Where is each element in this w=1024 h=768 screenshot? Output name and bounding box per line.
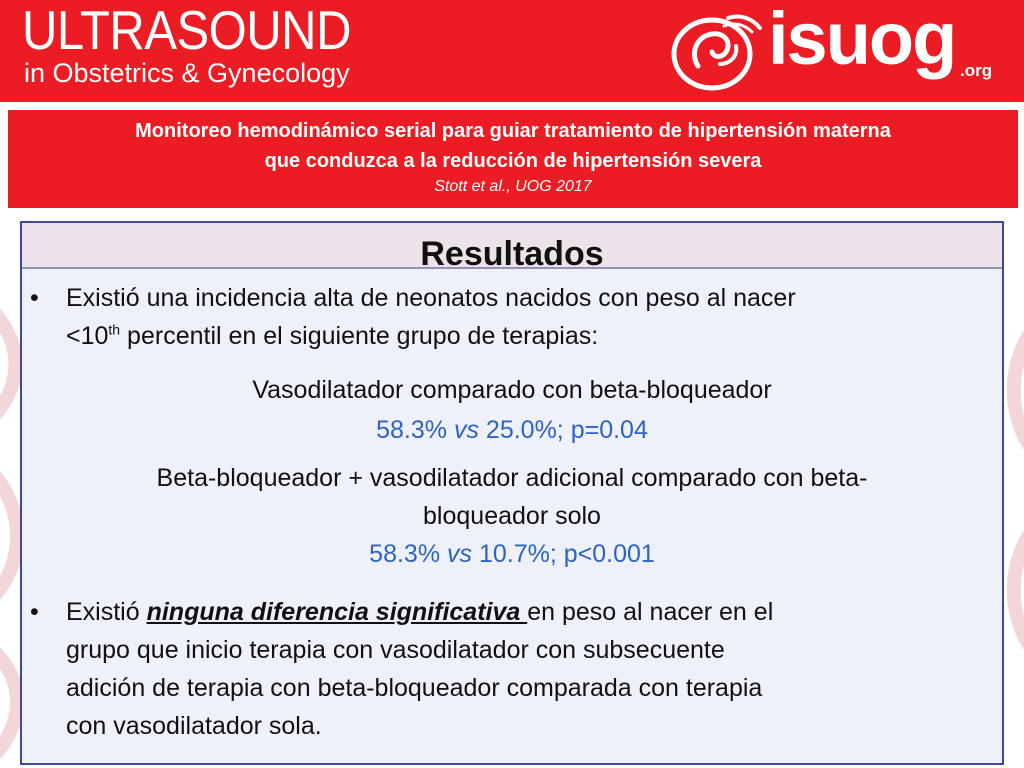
- journal-title: ULTRASOUND: [22, 0, 351, 62]
- comparison-2-stat-a: 58.3%: [369, 540, 448, 568]
- bullet-1-line-2-rest: percentil en el siguiente grupo de terapias:: [120, 322, 599, 350]
- comparison-1-vs: vs: [453, 416, 479, 444]
- bullet-1-threshold: <10: [66, 322, 109, 350]
- study-title-banner: [8, 110, 1018, 208]
- journal-header: [0, 0, 1024, 102]
- bullet-1-superscript: th: [108, 321, 121, 338]
- study-title-line-1: Monitoreo hemodinámico serial para guiar tratamiento de hipertensión materna: [135, 120, 891, 142]
- comparison-2-stat-b: 10.7%; p<0.001: [472, 540, 655, 568]
- bullet-2-line-3: adición de terapia con beta-bloqueador comparada con terapia: [66, 674, 763, 702]
- bullet-2-line-1: [66, 593, 991, 631]
- bullet-1-text: [66, 279, 991, 355]
- comparison-2-label-line-1: Beta-bloqueador + vasodilatador adicional comparado con beta-: [156, 464, 868, 492]
- comparison-1-label: Vasodilatador comparado con beta-bloqueador: [252, 376, 772, 404]
- study-title-line-2: que conduzca a la reducción de hipertensión severa: [264, 150, 762, 172]
- bullet-2-line-4: con vasodilatador sola.: [66, 712, 322, 740]
- comparison-2-vs: vs: [447, 540, 473, 568]
- bullet-2-emphasis: ninguna diferencia significativa: [146, 598, 528, 626]
- results-heading: Resultados: [420, 235, 604, 273]
- comparison-2-label-line-2: bloqueador solo: [423, 502, 601, 530]
- journal-subtitle: in Obstetrics & Gynecology: [24, 58, 350, 88]
- bullet-marker-1: •: [30, 284, 39, 312]
- comparison-1-stat: [22, 411, 1002, 449]
- bullet-1-line-1: Existió una incidencia alta de neonatos nacidos con peso al nacer: [66, 284, 796, 312]
- study-citation: Stott et al., UOG 2017: [434, 178, 592, 195]
- comparison-1-stat-a: 58.3%: [376, 416, 454, 444]
- bullet-2-line-2: grupo que inicio terapia con vasodilatador con subsecuente: [66, 636, 725, 664]
- isuog-logo-text: isuog: [768, 0, 956, 80]
- bullet-1-line-2: [66, 317, 991, 355]
- isuog-logo-icon: [668, 10, 764, 94]
- bullet-marker-2: •: [30, 598, 39, 626]
- results-panel: [20, 221, 1004, 765]
- comparison-2-stat: [22, 535, 1002, 573]
- bullet-2-line-1-start: Existió: [66, 598, 147, 626]
- bullet-2-text: [66, 593, 991, 745]
- comparison-1-stat-b: 25.0%; p=0.04: [478, 416, 648, 444]
- isuog-logo-suffix: .org: [960, 61, 993, 80]
- bullet-2-line-1-end: en peso al nacer en el: [527, 598, 774, 626]
